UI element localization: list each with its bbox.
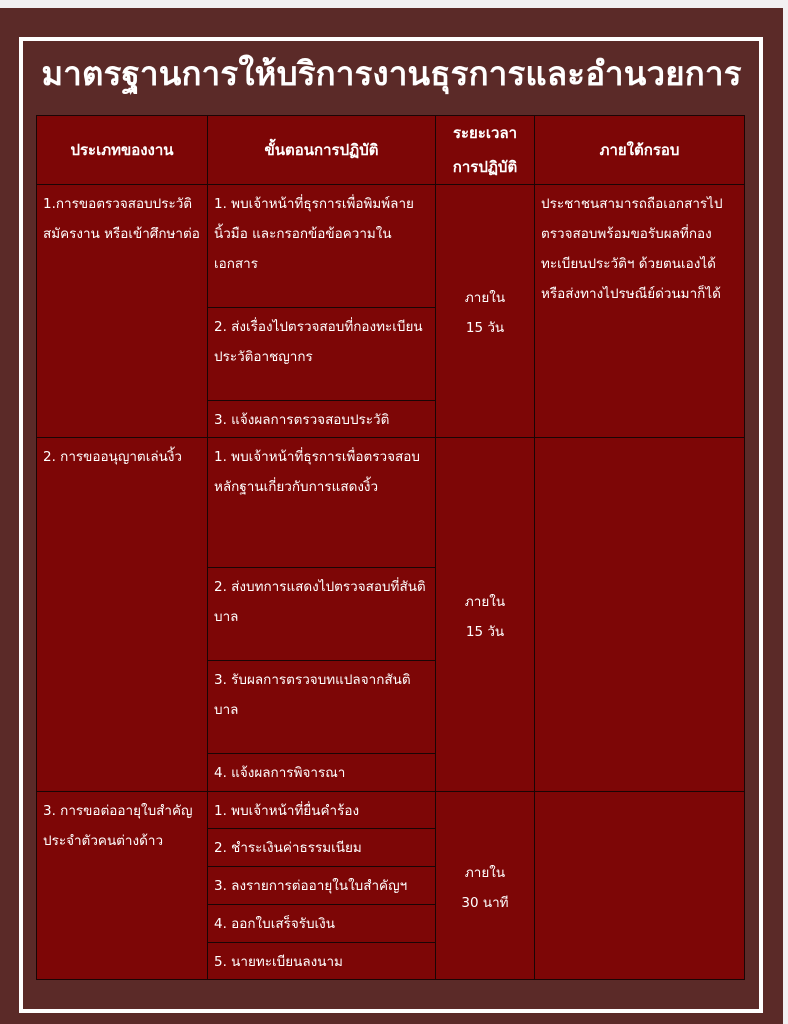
header-duration-line1: ระยะเวลา bbox=[452, 124, 518, 142]
header-duration bbox=[436, 116, 535, 185]
row2-type: 2. การขออนุญาตเล่นงิ้ว bbox=[37, 438, 208, 792]
header-deadline: ภายใต้กรอบ bbox=[535, 116, 745, 185]
service-standards-table bbox=[36, 115, 745, 980]
row3-duration-line1: ภายใน bbox=[464, 864, 506, 881]
row2-deadline bbox=[535, 438, 745, 792]
row2-step2: 2. ส่งบทการแสดงไปตรวจสอบที่สันติบาล bbox=[208, 568, 436, 661]
row2-step3: 3. รับผลการตรวจบทแปลจากสันติบาล bbox=[208, 661, 436, 754]
row2-step1: 1. พบเจ้าหน้าที่ธุรการเพื่อตรวจสอบ หลักฐานเกี่ยวกับการแสดงงิ้ว bbox=[208, 438, 436, 568]
row3-step2: 2. ชำระเงินค่าธรรมเนียม bbox=[208, 829, 436, 867]
row3-step5: 5. นายทะเบียนลงนาม bbox=[208, 943, 436, 980]
row3-step1: 1. พบเจ้าหน้าที่ยื่นคำร้อง bbox=[208, 792, 436, 829]
row1-step3: 3. แจ้งผลการตรวจสอบประวัติ bbox=[208, 401, 436, 438]
row3-duration bbox=[436, 792, 535, 980]
row3-step4: 4. ออกใบเสร็จรับเงิน bbox=[208, 905, 436, 943]
row3-step3: 3. ลงรายการต่ออายุในใบสำคัญฯ bbox=[208, 867, 436, 905]
row1-deadline: ประชาชนสามารถถือเอกสารไปตรวจสอบพร้อมขอรับผลที่กองทะเบียนประวัติฯ ด้วยตนเองได้หรือส่งทางไปรษณีย์ด่วนมาก็ได้ bbox=[535, 185, 745, 438]
row1-type: 1.การขอตรวจสอบประวัติ สมัครงาน หรือเข้าศึกษาต่อ bbox=[37, 185, 208, 438]
row1-step1: 1. พบเจ้าหน้าที่ธุรการเพื่อพิมพ์ลายนิ้วมือ และกรอกข้อข้อความในเอกสาร bbox=[208, 185, 436, 308]
header-type: ประเภทของงาน bbox=[37, 116, 208, 185]
row2-duration-line1: ภายใน bbox=[464, 593, 506, 610]
row3-duration-line2: 30 นาที bbox=[461, 894, 509, 911]
row2-duration-line2: 15 วัน bbox=[465, 623, 505, 640]
row1-duration-line1: ภายใน bbox=[464, 290, 506, 306]
row3-deadline bbox=[535, 792, 745, 980]
row1-duration-line2: 15 วัน bbox=[465, 320, 505, 336]
header-duration-line2: การปฏิบัติ bbox=[452, 158, 518, 176]
row1-duration bbox=[436, 185, 535, 438]
page-title: มาตรฐานการให้บริการงานธุรการและอำนวยการ bbox=[41, 54, 742, 93]
row1-step2: 2. ส่งเรื่องไปตรวจสอบที่กองทะเบียน ประวัติอาชญากร bbox=[208, 308, 436, 401]
row2-step4: 4. แจ้งผลการพิจารณา bbox=[208, 754, 436, 792]
row2-duration bbox=[436, 438, 535, 792]
row3-type: 3. การขอต่ออายุใบสำคัญประจำตัวคนต่างด้าว bbox=[37, 792, 208, 980]
header-steps: ขั้นตอนการปฏิบัติ bbox=[208, 116, 436, 185]
